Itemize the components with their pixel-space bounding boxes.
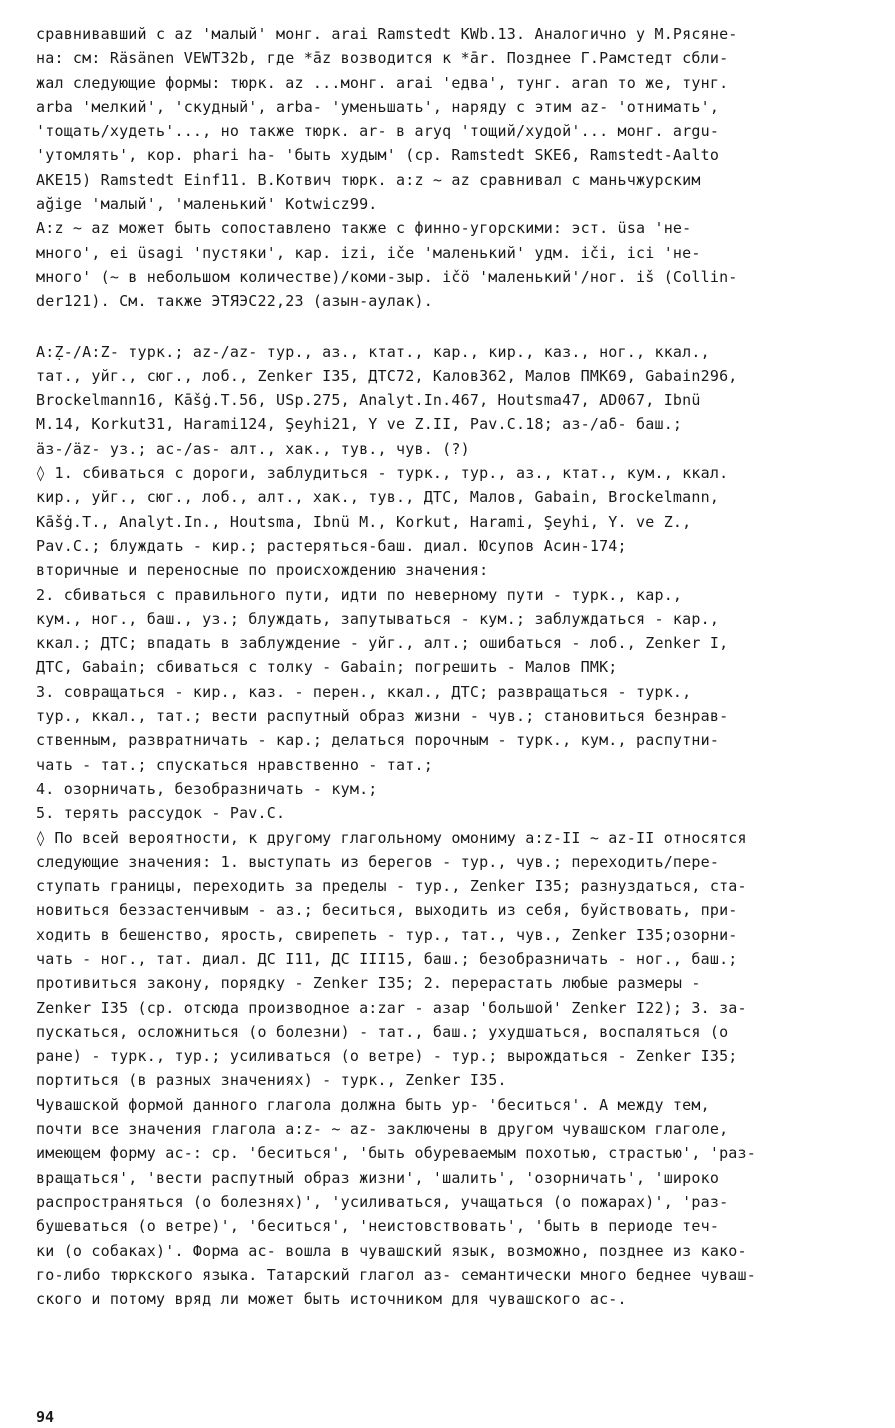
text-line: много' (~ в небольшом количестве)/коми-зыр. ičö 'маленький'/ног. iš (Collin- (36, 267, 738, 286)
text-line: имеющем форму ас-: ср. 'беситься', 'быть обуреваемым похотью, страстью', 'раз- (36, 1144, 756, 1163)
text-line: ağige 'малый', 'маленький' Kotwicz99. (36, 195, 378, 214)
text-line: чать - ног., тат. диал. ДС I11, ДС III15, баш.; безобразничать - ног., баш.; (36, 949, 738, 968)
text-line: портиться (в разных значениях) - турк., Zenker I35. (36, 1071, 507, 1090)
text-line: A:Ẓ-/A:Z- турк.; az-/az- тур., аз., ктат., кар., кир., каз., ног., ккал., (36, 342, 710, 361)
text-line: 4. озорничать, безобразничать - кум.; (36, 779, 378, 798)
text-line: Pav.C.; блуждать - кир.; растеряться-баш. диал. Юсупов Асин-174; (36, 536, 627, 555)
text-line: вторичные и переносные по происхождению значения: (36, 561, 489, 580)
text-line: тат., уйг., сюг., лоб., Zenker I35, ДТС72, Калов362, Малов ПМК69, Gabain296, (36, 366, 738, 385)
text-line: распространяться (о болезнях)', 'усиливаться, учащаться (о пожарах)', 'раз- (36, 1192, 729, 1211)
text-line: ◊ 1. сбиваться с дороги, заблудиться - турк., тур., аз., ктат., кум., ккал. (36, 464, 729, 483)
text-line: M.14, Korkut31, Harami124, Şeyhi21, Y ve Z.II, Pav.C.18; аз-/аδ- баш.; (36, 415, 683, 434)
text-line: много', ei üsagi 'пустяки', кар. izi, iče 'маленький' удм. iči, ici 'не- (36, 243, 701, 262)
text-line: arba 'мелкий', 'скудный', arba- 'уменьшать', наряду с этим az- 'отнимать', (36, 97, 720, 116)
text-line: Zenker I35 (ср. отсюда производное a:zar - азар 'большой' Zenker I22); 3. за- (36, 998, 747, 1017)
text-line: кир., уйг., сюг., лоб., алт., хак., тув., ДТС, Малов, Gabain, Brockelmann, (36, 488, 720, 507)
text-line: ране) - турк., тур.; усиливаться (о ветре) - тур.; вырождаться - Zenker I35; (36, 1047, 738, 1066)
text-line: чать - тат.; спускаться нравственно - тат.; (36, 755, 433, 774)
text-line: ходить в бешенство, ярость, свирепеть - тур., тат., чув., Zenker I35;озорни- (36, 925, 738, 944)
text-line: следующие значения: 1. выступать из берегов - тур., чув.; переходить/пере- (36, 852, 720, 871)
text-line: на: см: Räsänen VEWT32b, где *āz возводится к *ār. Позднее Г.Рамстедт сбли- (36, 49, 729, 68)
text-line: ственным, развратничать - кар.; делаться порочным - турк., кум., распутни- (36, 731, 720, 750)
text-line: ки (о собаках)'. Форма ас- вошла в чувашский язык, возможно, позднее из како- (36, 1241, 747, 1260)
text-line: 5. терять рассудок - Pav.C. (36, 804, 286, 823)
text-line: 3. совращаться - кир., каз. - перен., ккал., ДТС; развращаться - турк., (36, 682, 692, 701)
text-line: новиться беззастенчивым - аз.; беситься, выходить из себя, буйствовать, при- (36, 901, 738, 920)
text-line: ◊ По всей вероятности, к другому глагольному омониму a:z-II ~ az-II относятся (36, 828, 747, 847)
text-line: пускаться, осложниться (о болезни) - тат., баш.; ухудшаться, воспаляться (о (36, 1022, 729, 1041)
text-line: 'утомлять', кор. phari ha- 'быть худым' (ср. Ramstedt SKE6, Ramstedt-Aalto (36, 146, 720, 165)
page-number: 94 (36, 1408, 55, 1426)
text-line: A:z ~ az может быть сопоставлено также с финно-угорскими: эст. üsa 'не- (36, 219, 692, 238)
text-line: 'тощать/худеть'..., но также тюрк. ar- в aryq 'тощий/худой'... монг. argu- (36, 122, 720, 141)
text-line: противиться закону, порядку - Zenker I35; 2. перерастать любые размеры - (36, 974, 701, 993)
text-line: ккал.; ДТС; впадать в заблуждение - уйг., алт.; ошибаться - лоб., Zenker I, (36, 634, 729, 653)
paragraph-gap (36, 314, 861, 340)
text-line: Kāšġ.T., Analyt.In., Houtsma, Ibnü M., Korkut, Harami, Şeyhi, Y. ve Z., (36, 512, 692, 531)
text-line: почти все значения глагола a:z- ~ az- заключены в другом чувашском глаголе, (36, 1120, 729, 1139)
text-line: ступать границы, переходить за пределы - тур., Zenker I35; разнуздаться, ста- (36, 877, 747, 896)
text-line: Brockelmann16, Kāšġ.T.56, USp.275, Analyt.In.467, Houtsma47, AD067, Ibnü (36, 391, 701, 410)
text-line: der121). См. также ЭТЯЭС22,23 (азын-аулак). (36, 292, 433, 311)
text-line: äз-/äz- уз.; ac-/as- алт., хак., тув., чув. (?) (36, 439, 470, 458)
text-line: тур., ккал., тат.; вести распутный образ жизни - чув.; становиться безнрав- (36, 707, 729, 726)
text-line: ского и потому вряд ли может быть источником для чувашского ас-. (36, 1290, 627, 1309)
text-line: го-либо тюркского языка. Татарский глагол аз- семантически много беднее чуваш- (36, 1265, 756, 1284)
text-line: 2. сбиваться с правильного пути, идти по неверному пути - турк., кар., (36, 585, 683, 604)
text-line: бушеваться (о ветре)', 'беситься', 'неистовствовать', 'быть в периоде теч- (36, 1217, 720, 1236)
text-line: Чувашской формой данного глагола должна быть ур- 'беситься'. А между тем, (36, 1095, 710, 1114)
text-line: сравнивавший с az 'малый' монг. arai Ramstedt KWb.13. Аналогично у М.Рясяне- (36, 25, 738, 43)
text-line: кум., ног., баш., уз.; блуждать, запутываться - кум.; заблуждаться - кар., (36, 609, 720, 628)
text-line: вращаться', 'вести распутный образ жизни', 'шалить', 'озорничать', 'широко (36, 1168, 720, 1187)
text-line: ДТС, Gabain; сбиваться с толку - Gabain; погрешить - Малов ПМК; (36, 658, 618, 677)
text-line: AKE15) Ramstedt Einf11. В.Котвич тюрк. a:z ~ az сравнивал с маньчжурским (36, 170, 701, 189)
text-line: жал следующие формы: тюрк. az ...монг. arai 'едва', тунг. aran то же, тунг. (36, 73, 729, 92)
